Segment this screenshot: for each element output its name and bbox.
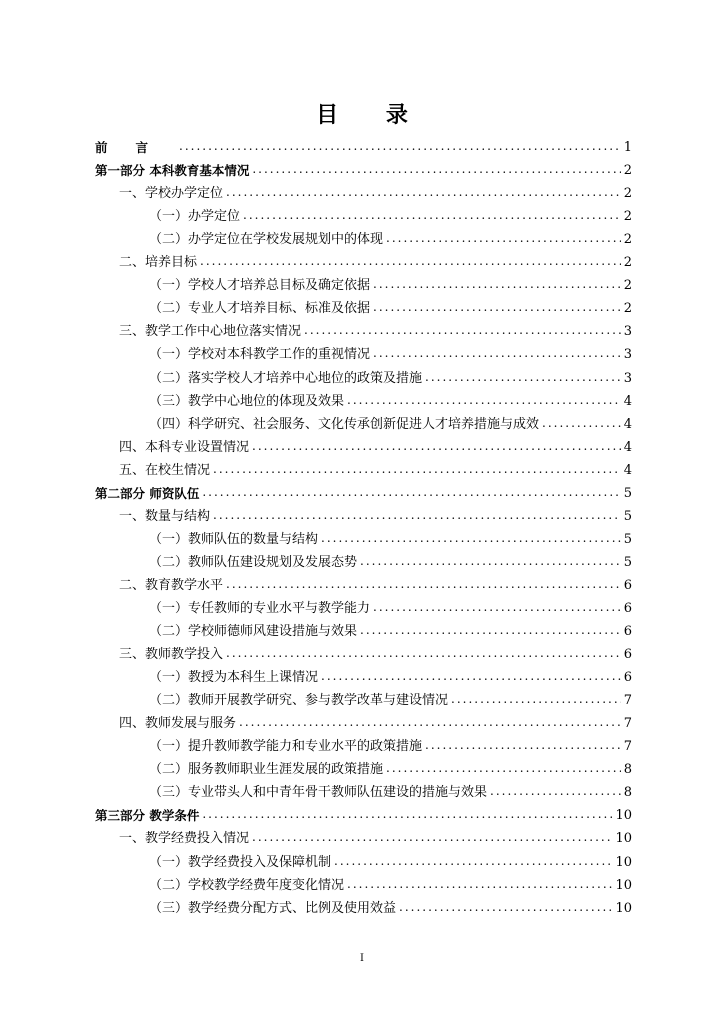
- toc-entry[interactable]: [95, 709, 632, 732]
- dot-leader: [425, 369, 621, 385]
- dot-leader: [200, 253, 621, 269]
- toc-entry-page: 4: [623, 462, 632, 478]
- dot-leader: [213, 461, 621, 477]
- dot-leader: [373, 276, 621, 292]
- toc-entry-title: （四）科学研究、社会服务、文化传承创新促进人才培养措施与成效: [149, 416, 540, 432]
- dot-leader: [360, 553, 621, 569]
- toc-entry-title: （一）办学定位: [149, 209, 241, 225]
- toc-entry-page: 6: [623, 600, 632, 616]
- toc-entry-page: 3: [623, 324, 632, 340]
- toc-entry-title: （二）服务教师职业生涯发展的政策措施: [149, 762, 384, 778]
- toc-entry-title: 三、教师教学投入: [119, 647, 224, 663]
- dot-leader: [373, 299, 621, 315]
- dot-leader: [542, 415, 621, 431]
- toc-entry-page: 6: [623, 647, 632, 663]
- toc-entry-page: 10: [615, 900, 632, 916]
- toc-entry-page: 8: [623, 762, 632, 778]
- toc-entry[interactable]: [95, 594, 632, 617]
- toc-entry-page: 10: [615, 808, 632, 824]
- toc-entry-page: 2: [623, 301, 632, 317]
- toc-entry[interactable]: [95, 294, 632, 317]
- dot-leader: [373, 599, 621, 615]
- toc-entry-title: 四、教师发展与服务: [119, 716, 237, 732]
- dot-leader: [252, 829, 612, 845]
- dot-leader: [321, 668, 621, 684]
- toc-entry[interactable]: [95, 871, 632, 894]
- dot-leader: [321, 530, 621, 546]
- toc-entry-page: 5: [623, 554, 632, 570]
- toc-entry[interactable]: [95, 156, 632, 179]
- toc-entry-page: 2: [623, 232, 632, 248]
- toc-entry-page: 6: [623, 577, 632, 593]
- toc-entry-page: 2: [623, 163, 632, 179]
- toc-entry-page: 7: [623, 716, 632, 732]
- dot-leader: [399, 899, 612, 915]
- toc-entry-page: 8: [623, 785, 632, 801]
- table-of-contents: [95, 133, 632, 917]
- dot-leader: [347, 876, 612, 892]
- toc-entry[interactable]: [95, 732, 632, 755]
- toc-entry-title: （一）教学经费投入及保障机制: [149, 854, 332, 870]
- toc-entry-page: 2: [623, 209, 632, 225]
- toc-entry-title: 第一部分 本科教育基本情况: [95, 163, 250, 179]
- dot-leader: [213, 507, 621, 523]
- toc-entry[interactable]: [95, 456, 632, 479]
- toc-entry[interactable]: [95, 663, 632, 686]
- toc-entry[interactable]: [95, 133, 632, 156]
- toc-entry-page: 7: [623, 739, 632, 755]
- toc-entry[interactable]: [95, 363, 632, 386]
- dot-leader: [243, 207, 621, 223]
- dot-leader: [451, 691, 621, 707]
- toc-entry-title: （一）学校对本科教学工作的重视情况: [149, 347, 371, 363]
- toc-entry-title: （二）学校师德师风建设措施与效果: [149, 624, 358, 640]
- toc-entry[interactable]: [95, 640, 632, 663]
- toc-entry[interactable]: [95, 479, 632, 502]
- dot-leader: [226, 645, 621, 661]
- toc-entry[interactable]: [95, 410, 632, 433]
- toc-entry-page: 6: [623, 670, 632, 686]
- toc-entry-title: 一、数量与结构: [119, 508, 211, 524]
- toc-entry[interactable]: [95, 202, 632, 225]
- toc-title: 目 录: [316, 103, 428, 128]
- toc-entry[interactable]: [95, 502, 632, 525]
- dot-leader: [425, 737, 621, 753]
- toc-entry-title: （一）提升教师教学能力和专业水平的政策措施: [149, 739, 423, 755]
- dot-leader: [252, 438, 621, 454]
- toc-entry[interactable]: [95, 847, 632, 870]
- toc-entry-page: 3: [623, 370, 632, 386]
- toc-entry[interactable]: [95, 755, 632, 778]
- toc-entry-page: 2: [623, 255, 632, 271]
- toc-entry-title: 一、教学经费投入情况: [119, 831, 250, 847]
- toc-entry-page: 2: [623, 278, 632, 294]
- toc-entry-title: 四、本科专业设置情况: [119, 439, 250, 455]
- toc-entry-page: 1: [623, 140, 632, 156]
- toc-entry-page: 10: [615, 831, 632, 847]
- dot-leader: [360, 622, 621, 638]
- toc-entry[interactable]: [95, 340, 632, 363]
- toc-entry-title: （三）教学经费分配方式、比例及使用效益: [149, 900, 397, 916]
- dot-leader: [386, 760, 621, 776]
- toc-entry-title: 第三部分 教学条件: [95, 808, 200, 824]
- toc-entry-title: （一）专任教师的专业水平与教学能力: [149, 600, 371, 616]
- toc-entry[interactable]: [95, 387, 632, 410]
- toc-entry[interactable]: [95, 433, 632, 456]
- toc-entry-page: 5: [623, 485, 632, 501]
- toc-entry-page: 2: [623, 186, 632, 202]
- dot-leader: [202, 484, 620, 500]
- toc-entry-title: 三、教学工作中心地位落实情况: [119, 324, 302, 340]
- toc-entry-title: （二）教师开展教学研究、参与教学改革与建设情况: [149, 693, 449, 709]
- toc-entry-title: 第二部分 师资队伍: [95, 485, 200, 501]
- toc-entry[interactable]: [95, 824, 632, 847]
- toc-entry-title: （一）学校人才培养总目标及确定依据: [149, 278, 371, 294]
- toc-entry-title: （一）教授为本科生上课情况: [149, 670, 319, 686]
- dot-leader: [334, 853, 612, 869]
- toc-entry[interactable]: [95, 686, 632, 709]
- toc-entry[interactable]: [95, 548, 632, 571]
- dot-leader: [373, 345, 621, 361]
- toc-entry-page: 5: [623, 531, 632, 547]
- toc-entry[interactable]: [95, 248, 632, 271]
- toc-entry-page: 10: [615, 854, 632, 870]
- toc-entry-title: （二）教师队伍建设规划及发展态势: [149, 554, 358, 570]
- toc-entry-page: 4: [623, 393, 632, 409]
- dot-leader: [226, 184, 621, 200]
- page-number-footer: I: [360, 953, 364, 964]
- toc-entry-title: （三）教学中心地位的体现及效果: [149, 393, 345, 409]
- toc-entry[interactable]: [95, 801, 632, 824]
- toc-entry-title: 五、在校生情况: [119, 462, 211, 478]
- toc-entry[interactable]: [95, 894, 632, 917]
- toc-entry-page: 3: [623, 347, 632, 363]
- toc-entry-page: 7: [623, 693, 632, 709]
- toc-entry-title: （三）专业带头人和中青年骨干教师队伍建设的措施与效果: [149, 785, 488, 801]
- dot-leader: [226, 576, 621, 592]
- dot-leader: [202, 806, 612, 822]
- dot-leader: [239, 714, 621, 730]
- toc-entry-title: （二）学校教学经费年度变化情况: [149, 877, 345, 893]
- dot-leader: [490, 783, 621, 799]
- toc-entry-title: （一）教师队伍的数量与结构: [149, 531, 319, 547]
- toc-entry-title: 二、教育教学水平: [119, 577, 224, 593]
- toc-entry-page: 5: [623, 508, 632, 524]
- toc-entry[interactable]: [95, 571, 632, 594]
- toc-entry-title: 前言: [95, 140, 177, 156]
- toc-entry-title: （二）办学定位在学校发展规划中的体现: [149, 232, 384, 248]
- dot-leader: [252, 161, 620, 177]
- toc-entry[interactable]: [95, 778, 632, 801]
- dot-leader: [386, 230, 621, 246]
- toc-entry[interactable]: [95, 617, 632, 640]
- toc-entry-title: （二）落实学校人才培养中心地位的政策及措施: [149, 370, 423, 386]
- toc-entry[interactable]: [95, 225, 632, 248]
- toc-entry-page: 4: [623, 439, 632, 455]
- toc-entry-title: 一、学校办学定位: [119, 186, 224, 202]
- toc-entry[interactable]: [95, 179, 632, 202]
- toc-entry-page: 4: [623, 416, 632, 432]
- toc-entry[interactable]: [95, 271, 632, 294]
- toc-entry-title: （二）专业人才培养目标、标准及依据: [149, 301, 371, 317]
- dot-leader: [304, 322, 621, 338]
- dot-leader: [179, 138, 621, 154]
- dot-leader: [347, 392, 621, 408]
- toc-entry[interactable]: [95, 317, 632, 340]
- toc-entry-title: 二、培养目标: [119, 255, 198, 271]
- toc-entry-page: 10: [615, 877, 632, 893]
- toc-entry-page: 6: [623, 624, 632, 640]
- toc-entry[interactable]: [95, 525, 632, 548]
